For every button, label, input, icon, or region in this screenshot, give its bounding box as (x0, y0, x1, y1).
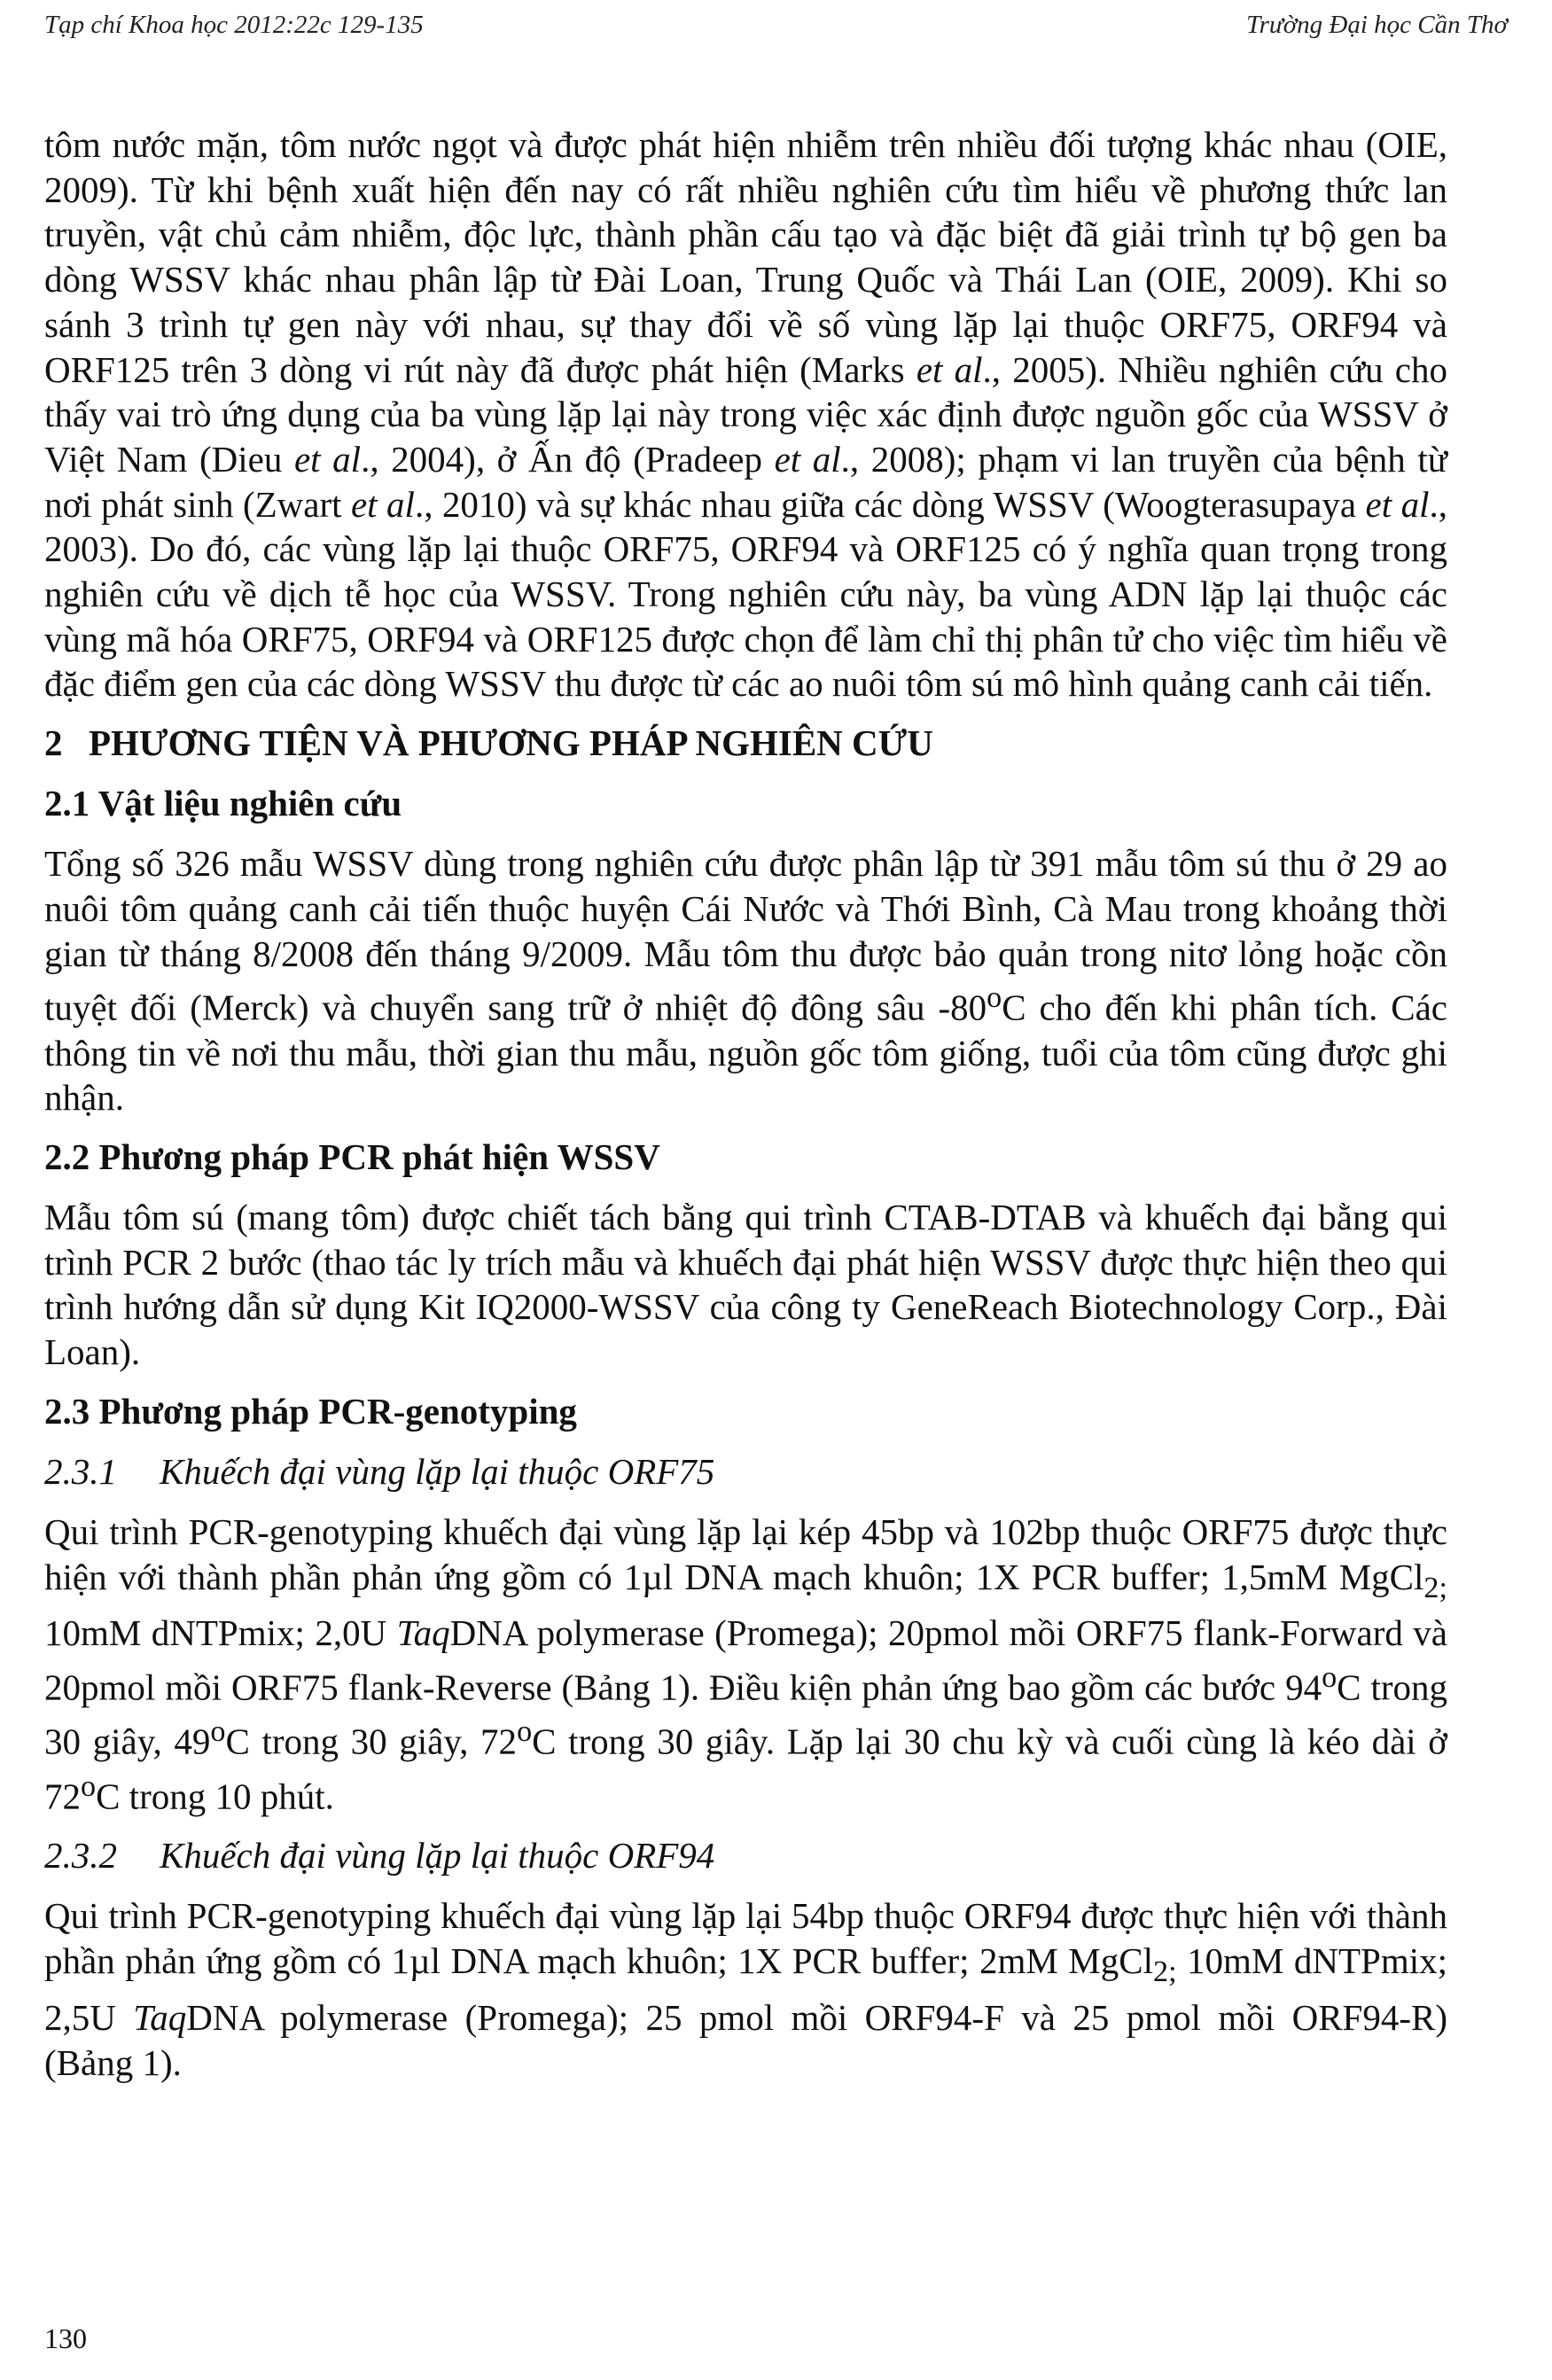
section-2-heading (44, 719, 1447, 767)
intro-paragraph: tôm nước mặn, tôm nước ngọt và được phát hiện nhiễm trên nhiều đối tượng khác nhau (OIE, 2009). Từ khi bệnh xuất hiện đến nay có rất nhiều nghiên cứu tìm hiểu về phương thức lan truyền, vật chủ cảm nhiễm, độc lực, thành phần cấu tạo và đặc biệt đã giải trình tự bộ gen ba dòng WSSV khác nhau phân lập từ Đài Loan, Trung Quốc và Thái Lan (OIE, 2009). Khi so sánh 3 trình tự gen này với nhau, sự thay đổi về số vùng lặp lại thuộc ORF75, ORF94 và ORF125 trên 3 dòng vi rút này đã được phát hiện (Marks et al., 2005). Nhiều nghiên cứu cho thấy vai trò ứng dụng của ba vùng lặp lại này trong việc xác định được nguồn gốc của WSSV ở Việt Nam (Dieu et al., 2004), ở Ấn độ (Pradeep et al., 2008); phạm vi lan truyền của bệnh từ nơi phát sinh (Zwart et al., 2010) và sự khác nhau giữa các dòng WSSV (Woogterasupaya et al., 2003). Do đó, các vùng lặp lại thuộc ORF75, ORF94 và ORF125 có ý nghĩa quan trọng trong nghiên cứu về dịch tễ học của WSSV. Trong nghiên cứu này, ba vùng ADN lặp lại thuộc các vùng mã hóa ORF75, ORF94 và ORF125 được chọn để làm chỉ thị phân tử cho việc tìm hiểu về đặc điểm gen của các dòng WSSV thu được từ các ao nuôi tôm sú mô hình quảng canh cải tiến. (44, 124, 1448, 705)
page-number: 130 (44, 2322, 87, 2354)
section-2-2-heading: 2.2 Phương pháp PCR phát hiện WSSV (44, 1136, 660, 1178)
section-2-1-paragraph: Tổng số 326 mẫu WSSV dùng trong nghiên cứu được phân lập từ 391 mẫu tôm sú thu ở 29 ao nuôi tôm quảng canh cải tiến thuộc huyện Cái Nước và Thới Bình, Cà Mau trong khoảng thời gian từ tháng 8/2008 đến tháng 9/2009. Mẫu tôm thu được bảo quản trong nitơ lỏng hoặc cồn tuyệt đối (Merck) và chuyển sang trữ ở nhiệt độ đông sâu -80$^o$C cho đến khi phân tích. Các thông tin về nơi thu mẫu, thời gian thu mẫu, nguồn gốc tôm giống, tuổi của tôm cũng được ghi nhận. (44, 843, 1447, 1119)
section-title: PHƯƠNG TIỆN VÀ PHƯƠNG PHÁP NGHIÊN CỨU (89, 722, 933, 764)
section-2-2-paragraph: Mẫu tôm sú (mang tôm) được chiết tách bằng qui trình CTAB-DTAB và khuếch đại bằng qui trình PCR 2 bước (thao tác ly trích mẫu và khuếch đại phát hiện WSSV được thực hiện theo qui trình hướng dẫn sử dụng Kit IQ2000-WSSV của công ty GeneReach Biotechnology Corp., Đài Loan). (44, 1197, 1447, 1373)
section-2-3-2-heading: 2.3.2 Khuếch đại vùng lặp lại thuộc ORF94 (44, 1835, 715, 1877)
running-header (44, 11, 1508, 51)
article-body (44, 122, 1447, 2085)
section-2-3-1-paragraph: Qui trình PCR-genotyping khuếch đại vùng lặp lại kép 45bp và 102bp thuộc ORF75 được thực hiện với thành phần phản ứng gồm có 1µl DNA mạch khuôn; 1X PCR buffer; 1,5mM MgCl$_{2;}$ 10mM dNTPmix; 2,0U TaqDNA polymerase (Promega); 20pmol mồi ORF75 flank-Forward và 20pmol mồi ORF75 flank-Reverse (Bảng 1). Điều kiện phản ứng bao gồm các bước 94$^o$C trong 30 giây, 49$^o$C trong 30 giây, 72$^o$C trong 30 giây. Lặp lại 30 chu kỳ và cuối cùng là kéo dài ở 72$^o$C trong 10 phút. (44, 1510, 1447, 1817)
section-number: 2 (44, 722, 63, 764)
section-2-3-1-heading: 2.3.1 Khuếch đại vùng lặp lại thuộc ORF75 (44, 1450, 715, 1492)
section-2-3-heading: 2.3 Phương pháp PCR-genotyping (44, 1390, 577, 1432)
section-2-3-2-paragraph: Qui trình PCR-genotyping khuếch đại vùng lặp lại 54bp thuộc ORF94 được thực hiện với thành phần phản ứng gồm có 1µl DNA mạch khuôn; 1X PCR buffer; 2mM MgCl$_{2;}$ 10mM dNTPmix; 2,5U TaqDNA polymerase (Promega); 25 pmol mồi ORF94-F và 25 pmol mồi ORF94-R) (Bảng 1). (44, 1895, 1447, 2083)
university-name: Trường Đại học Cần Thơ (1246, 11, 1508, 39)
journal-citation: Tạp chí Khoa học 2012:22c 129-135 (44, 11, 424, 39)
section-2-1-heading: 2.1 Vật liệu nghiên cứu (44, 783, 402, 824)
